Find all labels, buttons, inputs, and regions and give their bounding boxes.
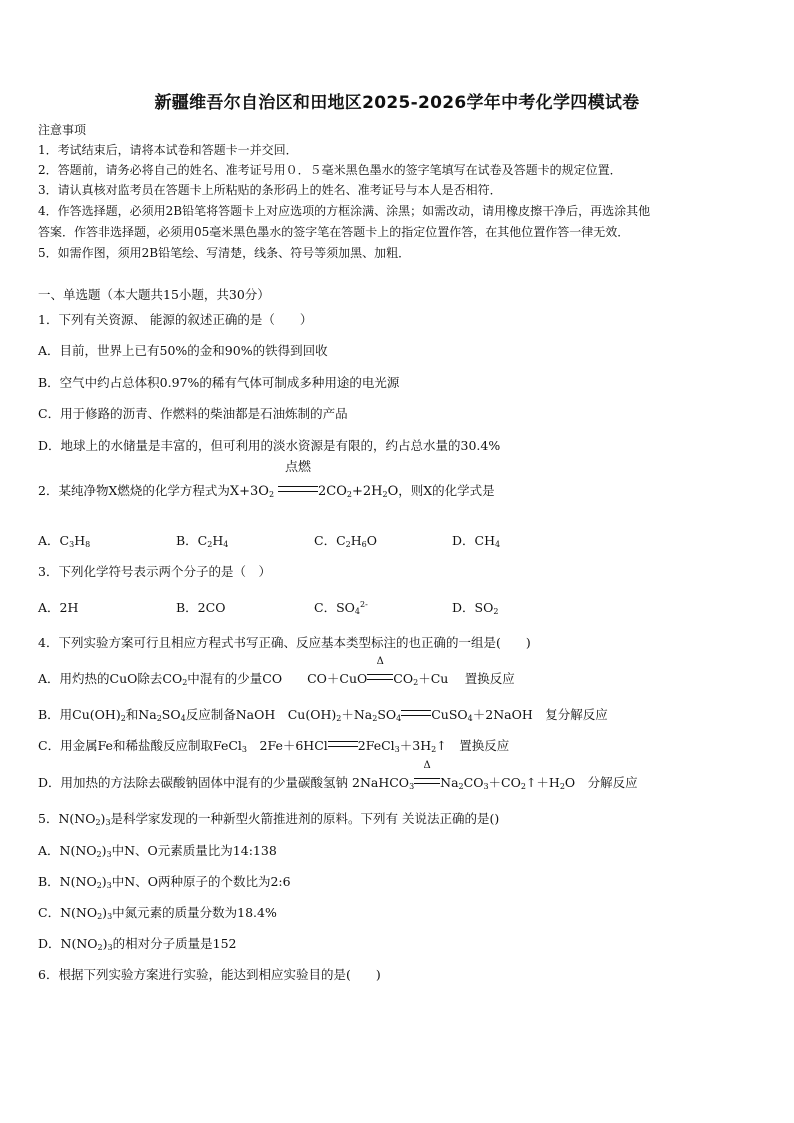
question-2-option-b: B．$C_2H_4$ [176, 533, 229, 549]
notes-heading: 注意事项 [38, 123, 87, 137]
question-2-stem-text: 2．某纯净物X燃烧的化学方程式为 [38, 483, 230, 498]
note-item: 答案．作答非选择题，必须用05毫米黑色墨水的签字笔在答题卡上的指定位置作答，在其他位置作答一律无效． [38, 225, 630, 239]
question-1-stem: 1．下列有关资源、 能源的叙述正确的是（ ） [38, 312, 313, 327]
question-2-stem [38, 460, 495, 500]
question-4-stem: 4．下列实验方案可行且相应方程式书写正确、反应基本类型标注的也正确的一组是( ) [38, 635, 531, 650]
question-4-option-a: A．用灼热的CuO除去$CO_2$中混有的少量CO CO＋CuO Δ $CO_2+Cu$ 置换反应 [38, 656, 515, 687]
question-1-option-c: C．用于修路的沥青、作燃料的柴油都是石油炼制的产品 [38, 406, 348, 421]
question-3-option-c: C．$SO_4^{2-}$ [314, 600, 368, 616]
question-1-option-a: A．目前，世界上已有50%的金和90%的铁得到回收 [38, 343, 328, 358]
question-5-stem: 5．$N(NO_2)_3$是科学家发现的一种新型火箭推进剂的原料。下列有 关说法正确的是() [38, 811, 500, 827]
question-5-option-b: B．$N(NO_2)_3$中N、O两种原子的个数比为2:6 [38, 874, 291, 890]
question-3-option-a: A．2H [38, 600, 79, 615]
question-6-stem: 6．根据下列实验方案进行实验，能达到相应实验目的是( ) [38, 967, 381, 982]
question-3-stem: 3．下列化学符号表示两个分子的是（ ） [38, 564, 271, 579]
equation-left: $X+3O_2$ [229, 484, 275, 499]
equals-with-condition [278, 460, 318, 499]
question-3-option-b: B．2CO [176, 600, 226, 615]
question-5-option-d: D．$N(NO_2)_3$的相对分子质量是152 [38, 936, 237, 952]
note-item: 1．考试结束后，请将本试卷和答题卡一并交回． [38, 143, 298, 157]
section-heading: 一、单选题（本大题共15小题，共30分） [38, 287, 270, 302]
question-5-option-a: A．$N(NO_2)_3$中N、O元素质量比为14:138 [38, 843, 277, 859]
question-2-option-c: C．$C_2H_6O$ [314, 533, 377, 549]
note-item: 3．请认真核对监考员在答题卡上所粘贴的条形码上的姓名、准考证号与本人是否相符． [38, 183, 502, 197]
note-item: 2．答题前，请务必将自己的姓名、准考证号用０．５毫米黑色墨水的签字笔填写在试卷及答题卡的规定位置． [38, 163, 622, 177]
question-3-option-d: D．$SO_2$ [452, 600, 499, 616]
question-2-option-a: A．$C_3H_8$ [38, 533, 91, 549]
question-1-option-b: B．空气中约占总体积0.97%的稀有气体可制成多种用途的电光源 [38, 375, 400, 390]
question-1-option-d: D．地球上的水储量是丰富的，但可利用的淡水资源是有限的，约占总水量的30.4% [38, 438, 501, 453]
question-2-stem-tail: ，则X的化学式是 [398, 483, 495, 498]
condition-label: 点燃 [285, 460, 312, 475]
question-4-option-d: D．用加热的方法除去碳酸钠固体中混有的少量碳酸氢钠 2NaHCO$_3$ Δ $Na_2CO_3+CO_2↑+H_2O$ 分解反应 [38, 760, 638, 791]
note-item: 4．作答选择题，必须用2B铅笔将答题卡上对应选项的方框涂满、涂黑；如需改动，请用橡皮擦干净后，再选涂其他 [38, 204, 651, 218]
note-item: 5．如需作图，须用2B铅笔绘、写清楚，线条、符号等须加黑、加粗． [38, 246, 411, 260]
question-4-option-c: C．用金属Fe和稀盐酸反应制取FeCl$_3$ 2Fe＋6HCl $2FeCl_3+3H_2↑$ 置换反应 [38, 738, 510, 754]
question-5-option-c: C．$N(NO_2)_3$中氮元素的质量分数为18.4% [38, 905, 277, 921]
equation-right: $2CO_2+2H_2O$ [318, 484, 399, 499]
page-title: 新疆维吾尔自治区和田地区2025-2026学年中考化学四模试卷 [154, 93, 640, 113]
question-2-option-d: D．$CH_4$ [452, 533, 501, 549]
question-4-option-b: B．用$Cu(OH)_2$和$Na_2SO_4$反应制备NaOH $Cu(OH)_2+Na_2SO_4$ CuSO$_4$＋2NaOH 复分解反应 [38, 707, 608, 723]
